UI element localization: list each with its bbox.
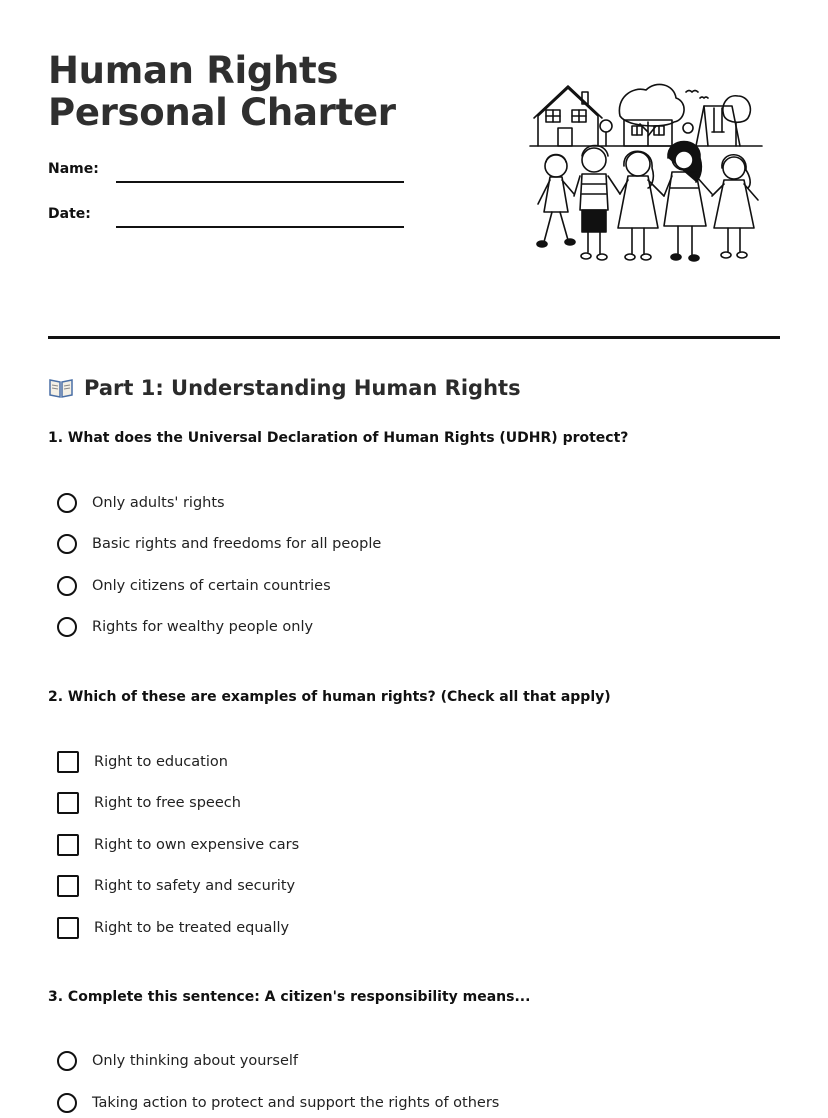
name-field[interactable]	[48, 160, 408, 184]
option-label: Right to be treated equally	[94, 920, 290, 936]
option-label: Taking action to protect and support the rights of others	[92, 1095, 500, 1111]
q2-option-4[interactable]	[57, 873, 295, 899]
option-label: Right to education	[94, 754, 228, 770]
q1-option-1[interactable]	[57, 490, 225, 516]
q2-option-1[interactable]	[57, 749, 228, 775]
option-label: Basic rights and freedoms for all people	[92, 536, 382, 552]
q3-option-1[interactable]	[57, 1048, 298, 1074]
checkbox[interactable]	[57, 917, 79, 939]
children-holding-hands-illustration	[528, 76, 764, 268]
section-divider	[48, 336, 780, 339]
option-label: Only adults' rights	[92, 495, 225, 511]
date-input-line[interactable]	[116, 226, 404, 228]
option-label: Right to own expensive cars	[94, 837, 300, 853]
page-title: Human Rights Personal Charter	[48, 49, 396, 134]
question-2: 2. Which of these are examples of human rights? (Check all that apply)	[48, 689, 611, 705]
date-label: Date:	[48, 206, 91, 222]
checkbox[interactable]	[57, 751, 79, 773]
checkbox[interactable]	[57, 834, 79, 856]
part1-heading-text: Part 1: Understanding Human Rights	[84, 376, 521, 400]
q2-option-2[interactable]	[57, 790, 241, 816]
radio-button[interactable]	[57, 534, 77, 554]
question-1: 1. What does the Universal Declaration of Human Rights (UDHR) protect?	[48, 430, 629, 446]
radio-button[interactable]	[57, 1051, 77, 1071]
q2-option-3[interactable]	[57, 832, 299, 858]
date-field[interactable]	[48, 205, 408, 229]
q3-option-2[interactable]	[57, 1090, 499, 1116]
option-label: Right to free speech	[94, 795, 241, 811]
option-label: Right to safety and security	[94, 878, 296, 894]
option-label: Rights for wealthy people only	[92, 619, 314, 635]
open-book-icon	[48, 377, 74, 399]
checkbox[interactable]	[57, 792, 79, 814]
radio-button[interactable]	[57, 617, 77, 637]
question-3: 3. Complete this sentence: A citizen's responsibility means...	[48, 989, 531, 1005]
q1-option-2[interactable]	[57, 531, 381, 557]
option-label: Only citizens of certain countries	[92, 578, 331, 594]
option-label: Only thinking about yourself	[92, 1053, 299, 1069]
name-input-line[interactable]	[116, 181, 404, 183]
radio-button[interactable]	[57, 493, 77, 513]
q1-option-4[interactable]	[57, 614, 313, 640]
name-label: Name:	[48, 161, 99, 177]
q2-option-5[interactable]	[57, 915, 289, 941]
checkbox[interactable]	[57, 875, 79, 897]
radio-button[interactable]	[57, 576, 77, 596]
q1-option-3[interactable]	[57, 573, 331, 599]
radio-button[interactable]	[57, 1093, 77, 1113]
part1-heading	[48, 374, 521, 402]
